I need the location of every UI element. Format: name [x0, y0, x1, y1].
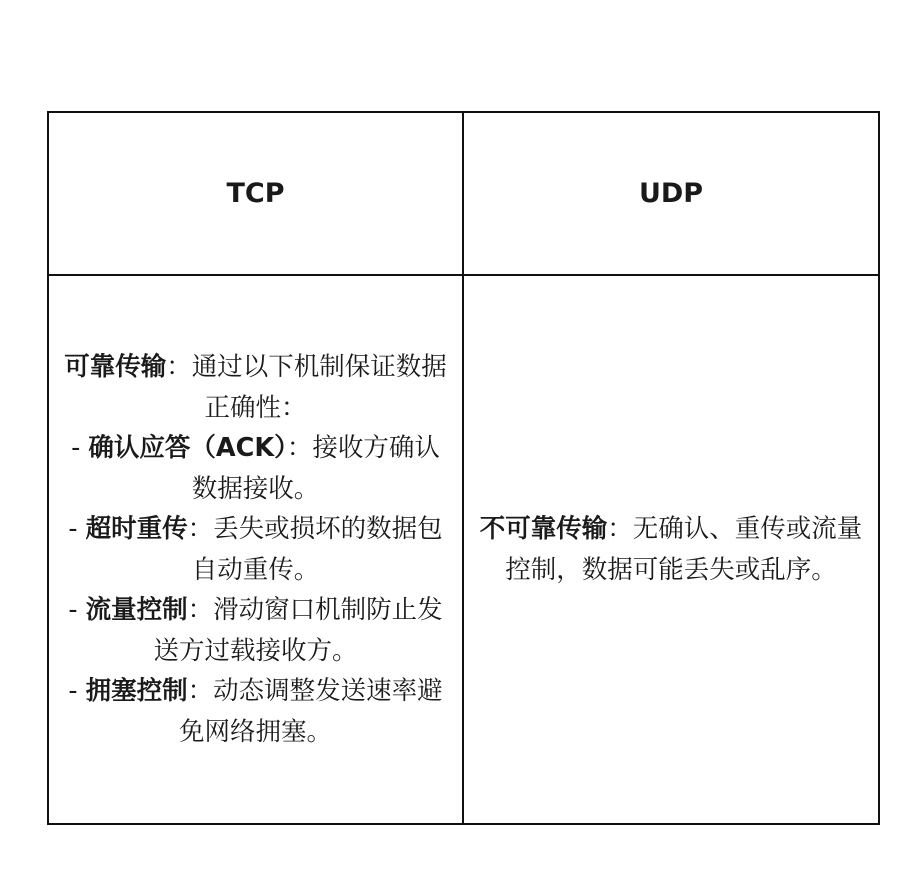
- udp-cell: [463, 275, 879, 824]
- tcp-item-bold: 拥塞控制: [85, 676, 188, 706]
- tcp-intro-bold: 可靠传输: [64, 352, 167, 382]
- tcp-item-retransmit: [63, 509, 448, 590]
- content-row: [48, 275, 879, 824]
- tcp-item-text: ：动态调整发送速率避免网络拥塞。: [178, 676, 443, 747]
- tcp-item-bold: 确认应答（ACK）: [88, 433, 287, 463]
- header-udp: UDP: [463, 112, 879, 275]
- comparison-table: [47, 111, 880, 825]
- tcp-item-ack: [63, 428, 448, 509]
- tcp-intro: [63, 347, 448, 428]
- header-tcp: TCP: [48, 112, 463, 275]
- tcp-intro-text: ：通过以下机制保证数据正确性：: [166, 352, 447, 423]
- tcp-item-flow-control: [63, 590, 448, 671]
- tcp-item-prefix: -: [71, 433, 89, 463]
- udp-text: ：无确认、重传或流量控制，数据可能丢失或乱序。: [505, 514, 863, 585]
- tcp-item-bold: 超时重传: [85, 514, 188, 544]
- tcp-item-text: ：滑动窗口机制防止发送方过载接收方。: [153, 595, 443, 666]
- tcp-item-bold: 流量控制: [85, 595, 188, 625]
- tcp-item-prefix: -: [68, 676, 86, 706]
- tcp-item-text: ：接收方确认数据接收。: [191, 433, 440, 504]
- tcp-item-prefix: -: [68, 595, 86, 625]
- tcp-item-text: ：丢失或损坏的数据包自动重传。: [187, 514, 443, 585]
- tcp-item-congestion-control: [63, 671, 448, 752]
- header-row: [48, 112, 879, 275]
- tcp-cell: [48, 275, 463, 824]
- tcp-item-prefix: -: [68, 514, 86, 544]
- udp-bold: 不可靠传输: [479, 514, 608, 544]
